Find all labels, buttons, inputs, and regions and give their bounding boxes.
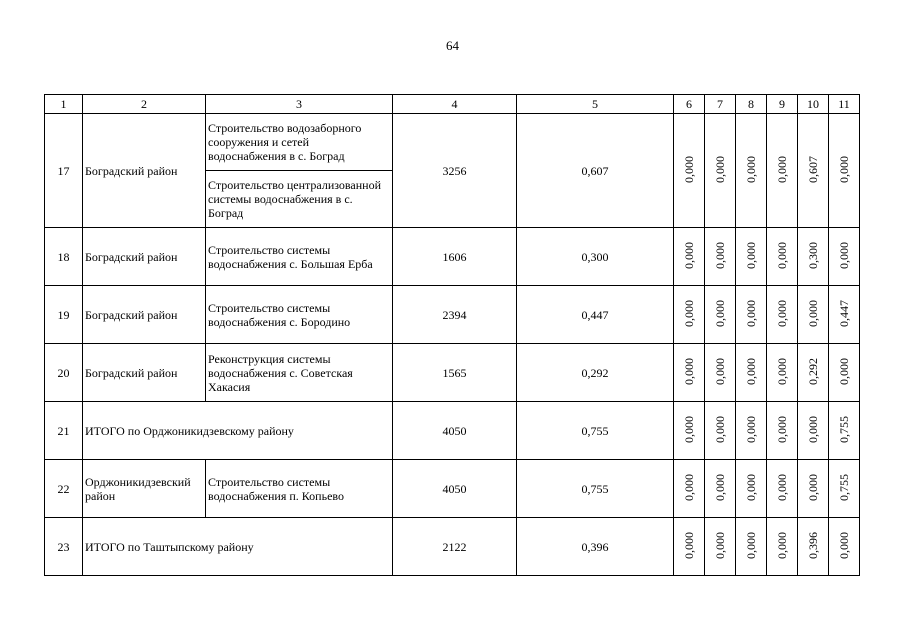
value-col9: 0,000	[767, 402, 798, 460]
value-col6: 0,000	[674, 460, 705, 518]
value-col6: 0,000	[674, 518, 705, 576]
header-cell: 4	[393, 95, 517, 114]
value-col9: 0,000	[767, 344, 798, 402]
project-cell: Строительство водозаборного сооружения и сетей водоснабжения в с. Боград	[206, 114, 393, 171]
value-col5: 0,396	[517, 518, 674, 576]
value-col11: 0,000	[829, 228, 860, 286]
value-col10: 0,000	[798, 460, 829, 518]
value-col4: 4050	[393, 402, 517, 460]
value-col9: 0,000	[767, 114, 798, 228]
value-col8: 0,000	[736, 228, 767, 286]
table-row	[45, 286, 860, 344]
header-cell: 2	[83, 95, 206, 114]
district-cell: Боградский район	[83, 228, 206, 286]
value-col8: 0,000	[736, 286, 767, 344]
value-col10: 0,607	[798, 114, 829, 228]
table-row	[45, 460, 860, 518]
value-col9: 0,000	[767, 518, 798, 576]
value-col11: 0,447	[829, 286, 860, 344]
value-col10: 0,292	[798, 344, 829, 402]
value-col7: 0,000	[705, 460, 736, 518]
value-col5: 0,292	[517, 344, 674, 402]
value-col6: 0,000	[674, 344, 705, 402]
value-col5: 0,300	[517, 228, 674, 286]
header-cell: 10	[798, 95, 829, 114]
header-cell: 7	[705, 95, 736, 114]
value-col9: 0,000	[767, 228, 798, 286]
project-cell: Строительство централизованной системы водоснабжения в с. Боград	[206, 171, 393, 228]
row-number: 22	[45, 460, 83, 518]
value-col4: 2122	[393, 518, 517, 576]
total-label: ИТОГО по Орджоникидзевскому району	[83, 402, 393, 460]
value-col8: 0,000	[736, 402, 767, 460]
value-col4: 4050	[393, 460, 517, 518]
value-col9: 0,000	[767, 460, 798, 518]
value-col11: 0,755	[829, 460, 860, 518]
project-cell: Реконструкция системы водоснабжения с. Советская Хакасия	[206, 344, 393, 402]
district-cell: Орджоникидзевский район	[83, 460, 206, 518]
row-number: 19	[45, 286, 83, 344]
project-cell: Строительство системы водоснабжения с. Бородино	[206, 286, 393, 344]
total-label: ИТОГО по Таштыпскому району	[83, 518, 393, 576]
project-cell: Строительство системы водоснабжения с. Большая Ерба	[206, 228, 393, 286]
value-col6: 0,000	[674, 402, 705, 460]
value-col8: 0,000	[736, 114, 767, 228]
value-col8: 0,000	[736, 460, 767, 518]
table-row	[45, 114, 860, 171]
value-col11: 0,000	[829, 114, 860, 228]
value-col6: 0,000	[674, 286, 705, 344]
row-number: 23	[45, 518, 83, 576]
row-number: 18	[45, 228, 83, 286]
header-row	[45, 95, 860, 114]
district-cell: Боградский район	[83, 344, 206, 402]
value-col4: 2394	[393, 286, 517, 344]
value-col7: 0,000	[705, 518, 736, 576]
page-number: 64	[446, 38, 459, 53]
value-col10: 0,396	[798, 518, 829, 576]
district-cell: Боградский район	[83, 286, 206, 344]
table-row	[45, 228, 860, 286]
value-col4: 1606	[393, 228, 517, 286]
value-col5: 0,447	[517, 286, 674, 344]
value-col5: 0,755	[517, 402, 674, 460]
value-col11: 0,000	[829, 344, 860, 402]
value-col8: 0,000	[736, 518, 767, 576]
value-col10: 0,000	[798, 286, 829, 344]
row-number: 17	[45, 114, 83, 228]
value-col7: 0,000	[705, 402, 736, 460]
value-col11: 0,000	[829, 518, 860, 576]
header-cell: 1	[45, 95, 83, 114]
value-col7: 0,000	[705, 228, 736, 286]
header-cell: 9	[767, 95, 798, 114]
value-col7: 0,000	[705, 286, 736, 344]
value-col8: 0,000	[736, 344, 767, 402]
total-row	[45, 402, 860, 460]
row-number: 20	[45, 344, 83, 402]
value-col10: 0,000	[798, 402, 829, 460]
value-col11: 0,755	[829, 402, 860, 460]
value-col7: 0,000	[705, 344, 736, 402]
value-col4: 3256	[393, 114, 517, 228]
value-col10: 0,300	[798, 228, 829, 286]
header-cell: 6	[674, 95, 705, 114]
header-cell: 8	[736, 95, 767, 114]
district-cell: Боградский район	[83, 114, 206, 228]
row-number: 21	[45, 402, 83, 460]
header-cell: 11	[829, 95, 860, 114]
project-cell: Строительство системы водоснабжения п. Копьево	[206, 460, 393, 518]
value-col7: 0,000	[705, 114, 736, 228]
value-col6: 0,000	[674, 114, 705, 228]
value-col4: 1565	[393, 344, 517, 402]
value-col9: 0,000	[767, 286, 798, 344]
value-col6: 0,000	[674, 228, 705, 286]
table-row	[45, 344, 860, 402]
header-cell: 5	[517, 95, 674, 114]
value-col5: 0,607	[517, 114, 674, 228]
data-table	[44, 94, 860, 576]
total-row	[45, 518, 860, 576]
value-col5: 0,755	[517, 460, 674, 518]
header-cell: 3	[206, 95, 393, 114]
